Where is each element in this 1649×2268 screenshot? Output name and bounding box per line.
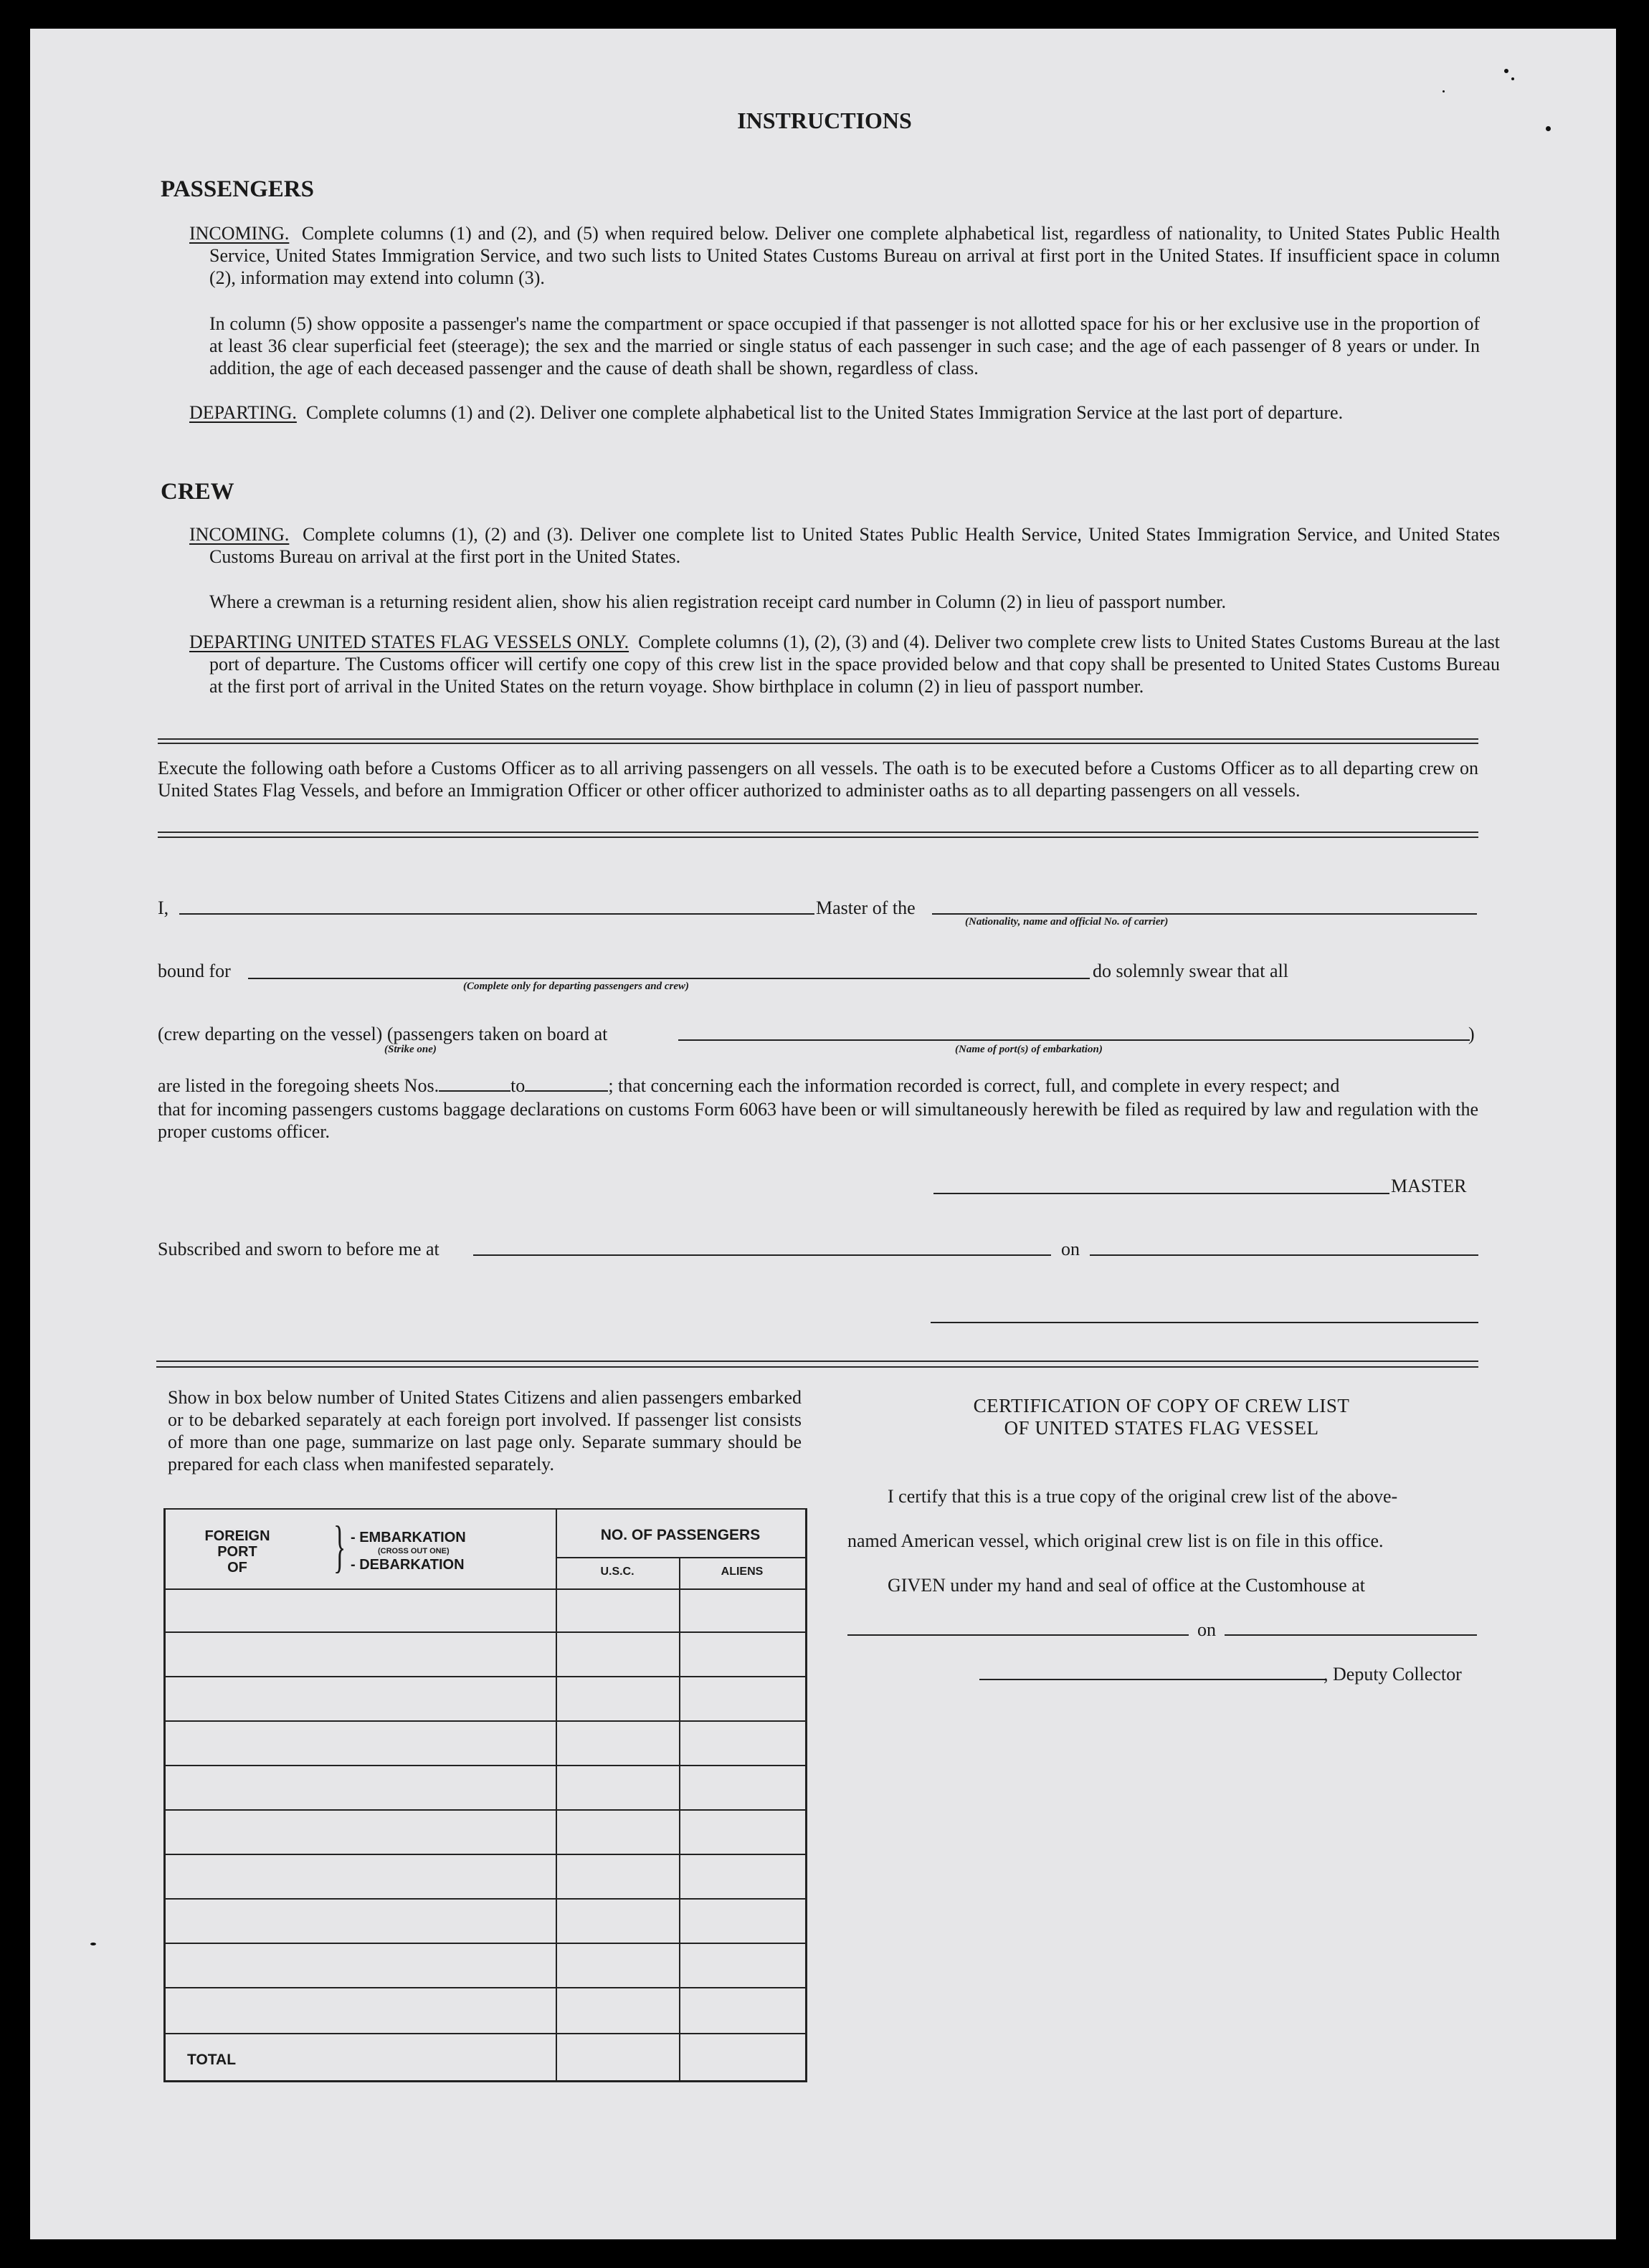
foreign-port-header-line: FOREIGN (204, 1528, 270, 1544)
certification-on-label: on (1197, 1619, 1216, 1640)
table-col-divider (679, 1557, 680, 2080)
page-title: INSTRUCTIONS (737, 108, 912, 133)
master-signature-field[interactable] (933, 1193, 1389, 1194)
port-field[interactable] (678, 1039, 1470, 1041)
certification-heading-line: OF UNITED STATES FLAG VESSEL (1004, 1417, 1319, 1439)
officer-signature-field[interactable] (931, 1322, 1478, 1323)
scan-speck (1443, 90, 1445, 92)
aliens-header: ALIENS (721, 1566, 764, 1578)
swear-label: do solemnly swear that all (1093, 961, 1288, 981)
master-name-field[interactable] (179, 913, 814, 915)
subscribed-place-field[interactable] (473, 1254, 1051, 1256)
crew-passengers-label: (crew departing on the vessel) (passengers taken on board at (158, 1024, 608, 1044)
no-passengers-header: NO. OF PASSENGERS (600, 1527, 761, 1543)
table-row-line (166, 1809, 805, 1811)
table-row-line (166, 1854, 805, 1855)
passengers-departing (189, 401, 1500, 424)
usc-header: U.S.C. (600, 1566, 635, 1578)
carrier-field[interactable] (932, 913, 1477, 915)
passengers-incoming-text: Complete columns (1) and (2), and (5) when required below. Deliver one complete alphabetical list, regardless of nationality, to United States Public Health Service, United States Immigration Service, and two such lists to United States Customs Bureau on arrival at first port in the United States. If insufficient space in column (2), information may extend into column (3). (209, 223, 1500, 288)
passengers-departing-text: Complete columns (1) and (2). Deliver one complete alphabetical list to the United States Immigration Service at the last port of departure. (305, 402, 1344, 423)
subscribed-label: Subscribed and sworn to before me at (158, 1239, 439, 1259)
passengers-incoming (189, 222, 1500, 289)
table-row-line (166, 1588, 805, 1590)
customhouse-field[interactable] (847, 1634, 1189, 1636)
certification-text-2: named American vessel, which original crew list is on file in this office. (847, 1530, 1384, 1551)
table-row-line (166, 1898, 805, 1900)
passenger-summary-table (163, 1508, 807, 2082)
passengers-departing-lead: DEPARTING. (189, 402, 297, 423)
listed-suffix: ; that concerning each the information recorded is correct, full, and complete in every respect; and (608, 1075, 1340, 1096)
divider (156, 1361, 1478, 1362)
foreign-port-header (194, 1528, 280, 1576)
deputy-collector-label: , Deputy Collector (1324, 1664, 1462, 1685)
crew-departing-lead: DEPARTING UNITED STATES FLAG VESSELS ONLY. (189, 632, 629, 652)
scan-speck (90, 1943, 96, 1945)
table-row-line (166, 1987, 805, 1988)
table-row-line (166, 1943, 805, 1944)
subscribed-date-field[interactable] (1090, 1254, 1478, 1256)
summary-instruction: Show in box below number of United States Citizens and alien passengers embarked or to be debarked separately at each foreign port involved. If passenger list consists of more than one page, summarize on last page only. Separate summary should be prepared for each class when manifested separately. (168, 1387, 802, 1474)
strike-hint: (Strike one) (384, 1044, 437, 1055)
deputy-signature-field[interactable] (979, 1679, 1325, 1680)
bound-for-label: bound for (158, 961, 231, 981)
listed-line-2: that for incoming passengers customs baggage declarations on customs Form 6063 have been or will simultaneously herewith be filed as required by law and regulation with the proper customs officer. (158, 1099, 1478, 1142)
table-row-line (166, 2033, 805, 2034)
crew-incoming-lead: INCOMING. (189, 524, 290, 545)
passengers-heading: PASSENGERS (161, 176, 314, 202)
bound-hint: (Complete only for departing passengers and crew) (463, 981, 689, 992)
close-paren: ) (1468, 1024, 1475, 1044)
debarkation-label: - DEBARKATION (351, 1557, 465, 1573)
scan-speck (1511, 77, 1514, 80)
crew-incoming-text: Complete columns (1), (2) and (3). Deliver one complete list to United States Public Health Service, United States Immigration Service, and United States Customs Bureau on arrival at the first port in the United States. (209, 524, 1501, 567)
master-of-label: Master of the (816, 897, 916, 918)
sheet-to-field[interactable] (525, 1087, 608, 1092)
cross-out-hint: (CROSS OUT ONE) (378, 1547, 450, 1555)
master-label: MASTER (1391, 1176, 1467, 1196)
certification-text-1: I certify that this is a true copy of the original crew list of the above- (888, 1486, 1398, 1507)
crew-heading: CREW (161, 479, 234, 505)
scan-speck (1504, 69, 1508, 73)
on-label: on (1061, 1239, 1080, 1259)
table-header-divider (556, 1557, 805, 1558)
crew-resident: Where a crewman is a returning resident alien, show his alien registration receipt card number in Column (2) in lieu of passport number. (209, 591, 1227, 612)
bound-for-field[interactable] (248, 978, 1090, 979)
listed-to: to (510, 1075, 526, 1096)
foreign-port-header-line: OF (227, 1560, 247, 1576)
brace-glyph: } (333, 1515, 346, 1578)
port-hint: (Name of port(s) of embarkation) (955, 1044, 1103, 1055)
crew-departing (189, 631, 1500, 697)
carrier-hint: (Nationality, name and official No. of carrier) (965, 916, 1169, 928)
sheet-from-field[interactable] (439, 1087, 510, 1092)
divider (158, 738, 1478, 740)
embarkation-label: - EMBARKATION (351, 1530, 466, 1545)
foreign-port-header-line: PORT (217, 1544, 257, 1560)
total-label: TOTAL (187, 2052, 237, 2068)
table-row-line (166, 1765, 805, 1766)
certification-heading (846, 1395, 1477, 1439)
passengers-incoming-lead: INCOMING. (189, 223, 290, 244)
divider (158, 743, 1478, 744)
table-row-line (166, 1676, 805, 1677)
listed-prefix: are listed in the foregoing sheets Nos. (158, 1075, 439, 1096)
divider (158, 832, 1478, 833)
certification-text-3: GIVEN under my hand and seal of office at the Customhouse at (888, 1575, 1365, 1596)
table-row-line (166, 1631, 805, 1633)
certification-heading-line: CERTIFICATION OF COPY OF CREW LIST (973, 1395, 1350, 1416)
crew-departing-text: Complete columns (1), (2), (3) and (4). Deliver two complete crew lists to United States Customs Bureau at the last port of departure. The Customs officer will certify one copy of this crew list in the space provided below and that copy shall be presented to United States Customs Bureau at the first port of arrival in the United States on the return voyage. Show birthplace in column (2) in lieu of passport number. (209, 632, 1501, 697)
certification-date-field[interactable] (1225, 1634, 1477, 1636)
oath-instruction: Execute the following oath before a Customs Officer as to all arriving passengers on all vessels. The oath is to be executed before a Customs Officer as to all departing crew on United States Flag Vessels, and before an Immigration Officer or other officer authorized to administer oaths as to all departing passengers on all vessels. (158, 758, 1478, 801)
listed-line-1 (158, 1075, 1339, 1097)
divider (158, 837, 1478, 838)
oath-i-label: I, (158, 897, 169, 918)
table-col-divider (556, 1510, 557, 2080)
crew-incoming (189, 523, 1500, 568)
divider (156, 1366, 1478, 1368)
table-row-line (166, 1720, 805, 1722)
passengers-column5: In column (5) show opposite a passenger's name the compartment or space occupied if that passenger is not allotted space for his or her exclusive use in the proportion of at least 36 clear superficial feet (steerage); the sex and the married or single status of each passenger in such case; and the age of each passenger of 8 years or under. In addition, the age of each deceased passenger and the cause of death shall be shown, regardless of class. (209, 313, 1480, 378)
